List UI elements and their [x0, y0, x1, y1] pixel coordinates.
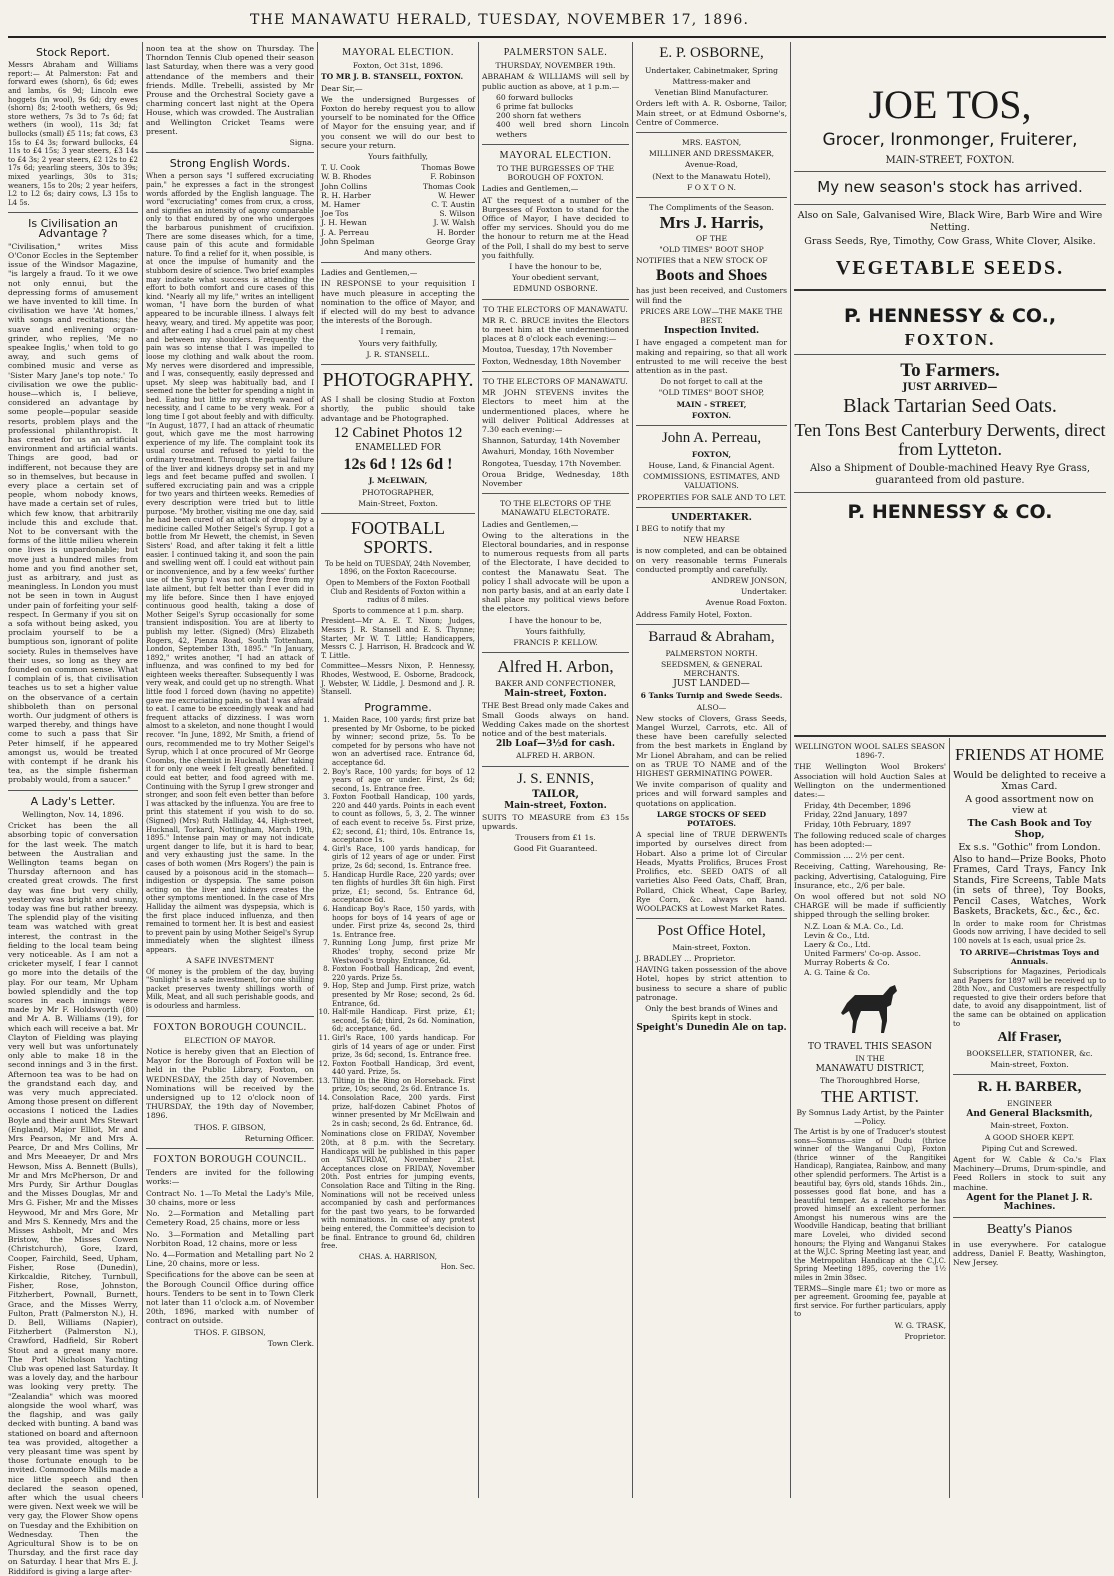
divider — [794, 171, 1106, 172]
beatty-pianos-name: Beatty's Pianos — [986, 1222, 1073, 1238]
palmerston-sale-body: ABRAHAM & WILLIAMS will sell by public auction as above, at 1 p.m.— — [482, 72, 629, 91]
osborne-trade: Undertaker, Cabinetmaker, Spring — [645, 65, 778, 75]
wool-sale-date: Friday, 4th December, 1896 — [804, 801, 911, 811]
joe-tos-name: JOE TOS, — [868, 82, 1032, 127]
programme-item: 6. Handicap Boy's Race, 150 yards, with hoops for boys of 14 years of age or under. First prize 4s, second 2s, third 1s. Entrance free. — [332, 905, 475, 939]
signatory: F. Robinson — [430, 172, 475, 182]
signatory: M. Hamer — [321, 200, 361, 210]
barraud-abraham-body-2: A special line of TRUE DERWENTs imported by ourselves direct from Hobart. Also a prime lot of Circular Heads, Myatts Prolifics, Bruces Frost Prolifics, etc. SEED OATS of all varieties Also Feed Oats, Chaff, Bran, Pollard, Chick Wheat, Cape Barley, Rye Corn, &c. always on hand. WOOLPACKS at Lowest Market Rates. — [636, 830, 787, 913]
reply-body: IN RESPONSE to your requisition I have much pleasure in accepting the nomination to the office of Mayor, and if elected will do my best to advance the interests of the Borough. — [321, 279, 475, 326]
just-landed: JUST LANDED— — [673, 679, 750, 690]
divider — [794, 354, 1106, 355]
harris-boots: Boots and Shoes — [655, 266, 768, 284]
divider — [482, 144, 629, 145]
divider — [636, 918, 787, 919]
artist-district: MANAWATU DISTRICT, — [815, 1064, 925, 1075]
divider — [482, 766, 629, 767]
harris-shop: "OLD TIMES" BOOT SHOP — [659, 245, 764, 255]
photography-heading: PHOTOGRAPHY. — [322, 369, 474, 392]
ladys-letter-body: Cricket has been the all absorbing topic of conversation for the last week. The match between the Australian and Wellington teams began on Thursday afternoon and has created great crowds. The first day was fine but very chilly, yesterday was bright and sunny, today was fine but rather breezy. The splendid play of the visiting team was watched with great interest, the contrast in the fielding to the local team being very noticeable. As I am not a cricketer myself, I fear I cannot go more into the details of the play. For our team, Mr Upham bowled splendidly and the top scores in each innings were made by Mr F. Holdsworth (80) and Mr A. B. Williams (19), for which each will receive a bat. Mr Clayton of Fielding was playing very well but was unfortunately only able to make 18 in the second innings and 3 in the first. Afternoon tea was to be had on the grandstand each day, and was very much appreciated. Among those present on different occasions I noticed the Ladies Boyle and their aunt Mrs Stewart (England), Major Elliot, Mr and Mrs Pearson, Mr and Mrs A. Pearce, Dr and Mrs Collins, Mr and Mrs Meeaeyer, Dr and Mrs Hewson, Miss A. Bennett (Bulls), Mr and Mrs McPherson, Dr and Mrs Purdy, Sir Arthur Douglas and the Misses Douglas, Mr and Mrs G. Fisher, Mr and the Misses Heywood, Mr and Mrs Gore, Mr and Mrs S. Kennedy, Mrs and the Misses Ashbolt, Mr and Mrs Bristow, the Misses Cowen (Christchurch), Gore, Izard, Cooper, Fairchild, Seed, Upham, Fisher, Rose (Dunedin), Kirkcaldie, Ritchey, Turnbull, Fisher, Rose, Johnston, Fitzherbert, Pownall, Burnett, Grace, and the Misses Werry, Fulton, Pratt (Palmerston N.), H. D. Bell, Williams (Napier), Fitzherbert (Palmerston N.), Crawford, Hadfield, Sir Robert Stout and a great many more. The Port Nicholson Yachting Club was opened last Saturday. It was a lovely day, and the harbour was looking very pretty. The "Zealandia" which was moored alongside the wool wharf, was the flagship, and was gaily decked with bunting. A band was stationed on board and afternoon tea was provided, altogether a very pleasant time was spent by those fortunate enough to be invited. Commodore Mills made a nice little speech and then declared the season opened, after which the usual cheers were given. Next week we will be very gay, the Flower Show opens on Tuesday and the Exhibition on Wednesday. Then the Agricultural Show is to be on Thursday, and the first race day on Saturday. I hear that Mrs E. J. Riddiford is giving a large after- — [8, 821, 138, 1576]
wool-broker: N.Z. Loan & M.A. Co., Ld. — [804, 921, 904, 931]
stevens-place: Awahuri, Monday, 16th November — [482, 447, 614, 457]
stock-report-body: Messrs Abraham and Williams report:— At Palmerston: Fat and forward ewes (shorn), 6s 6d; ewes and lambs, 6s 9d; Lincoln ewe hoggets (in wool), 9s 6d; dry ewes (shorn) 8s; 2-tooth wethers, 6s 9d; store wethers, 7s 3d to 7s 6d; fat wethers (in wool), 11s 3d; fat bullocks (small) £5 11s; fat cows, £3 15s to £4 3s; forward bullocks, £4 11s to £4 15s; 3 year steers, £3 14s to £4 3s; 2 year steers, £2 12s to £2 17s 6d; yearling steers, 30s to 39s; mixed yearlings, 30s to 31s; weaners, 15s to 20s; 2 year heifers, L2 to L2 6s; dairy cows, L3 15s to L4 5s. — [8, 61, 138, 207]
artist-terms: TERMS—Single mare £1; two or more as per agreement. Grooming fee, payable at first service. For further particulars, apply to — [794, 1284, 946, 1319]
masthead — [0, 0, 1114, 40]
arbon-trade: BAKER AND CONFECTIONER, — [495, 679, 616, 689]
photographer-name: J. McELWAIN, — [368, 476, 428, 486]
ennis-name: J. S. ENNIS, — [516, 770, 595, 787]
wool-sale-dates — [794, 801, 946, 829]
wool-brokers — [794, 922, 946, 977]
ladys-letter-date: Wellington, Nov. 14, 1896. — [22, 809, 124, 819]
signatory: R. H. Harber — [321, 190, 371, 200]
artist-thoroughbred: The Thoroughbred Horse, — [819, 1076, 921, 1086]
signatory: H. Border — [436, 227, 475, 237]
post-office-hotel-address: Main-street, Foxton. — [672, 942, 751, 952]
signatory: J. H. Hewan — [321, 218, 367, 228]
ennis-trousers: Trousers from £1 1s. — [515, 833, 596, 843]
sale-lot: 6 prime fat bullocks — [496, 102, 574, 112]
masthead-rule — [8, 36, 1106, 38]
osborne-election-salutation: Ladies and Gentlemen,— — [482, 184, 579, 194]
sale-lot-list — [482, 93, 629, 139]
divider — [636, 197, 787, 198]
friends-at-home-heading: FRIENDS AT HOME — [955, 745, 1104, 764]
column-6-lower-right — [953, 740, 1106, 1498]
column-6-lower-left — [794, 740, 946, 1498]
council-tenders-title: Town Clerk. — [267, 1338, 314, 1348]
column-2 — [146, 42, 314, 1498]
osborne-election-yours: Your obedient servant, — [511, 273, 600, 283]
section-rule — [794, 735, 1106, 737]
wool-broker: United Farmers' Co-op. Assoc. — [804, 949, 921, 959]
osborne-trade-3: Venetian Blind Manufacturer. — [654, 88, 769, 98]
signatory-list — [321, 163, 475, 246]
signatory: T. U. Cook — [321, 163, 360, 173]
programme-secretary: Hon. Sec. — [440, 1263, 475, 1272]
osborne-trade-2: Mattress-maker and — [672, 76, 751, 86]
harris-compliments: The Compliments of the Season. — [649, 202, 774, 212]
divider — [8, 212, 138, 213]
harris-inspection: Inspection Invited. — [663, 326, 760, 337]
perreau-name: John A. Perreau, — [661, 430, 762, 447]
perreau-town: FOXTON, — [691, 449, 732, 459]
harris-prices: PRICES ARE LOW—THE MAKE THE BEST. — [640, 306, 783, 326]
seed-oats: Black Tartarian Seed Oats. — [843, 394, 1057, 417]
council-election-body: Notice is hereby given that an Election of Mayor for the Borough of Foxton will be held in the Public Library, Foxton, on WEDNESDAY, the 25th day of November. Nominations will be received by the undersigned up to 12 o'clock noon of THURSDAY, the 19th day of November, 1896. — [146, 1047, 314, 1121]
osborne-election-honour: I have the honour to be, — [509, 262, 602, 272]
civilisation-body: "Civilisation," writes Miss O'Conor Eccles in the September issue of the Windsor Magazine, "is largely a fraud. To it we owe not only ennui, but the depressing forms of amusement we have invented to kill time. In civilisation we have 'At homes,' with songs and recitations; the suave and enlivening organ-grinder, who replies, 'Me no speakee Inglis,' when told to go away, and such gems of combined music and verse as 'Sister Mary Jane's top note.' To civilisation we owe the public-house—which is, I believe, considered an advantage by some people—popular seaside resorts, problem plays and the professional philanthropist. It has created for us an artificial environment and artificial wants. Things are good, bad or indifferent, not because they are so in themselves, but because in every place a certain set of people, whom nobody knows, have made a certain set of rules, which few know, that arbitrarily include this and exclude that. Not to be conversant with the forms of the little milieu wherein one lives is unpardonable; but move just a hundred miles from home and you find another set, just as arbitrary, and just as meaningless. In London you must not be seen in town in August under pain of forfeiting your self-respect. In Germany if you sit on a sofa without being asked, you proclaim yourself to be a bumptious son, ignorant of polite society. Rules in themselves have their uses, so long as they are founded on common sense. What I complain of is, that civilisation teaches us to set a higher value on the observance of a certain shibboleth than on personal worth. Our judgment of others is warped thereby, and things have come to such a pass that Sir Peter himself, if he appeared amongst us, would be treated with contempt if he drank his tea, as the simple fisherman probably would, from a saucer." — [8, 241, 138, 785]
divider — [636, 507, 787, 508]
council-tender-item: Contract No. 1—To Metal the Lady's Mile, 30 chains, more or less — [146, 1188, 314, 1207]
wool-broker: Murray Roberts & Co. — [804, 958, 890, 968]
council-tenders-signature: THOS. F. GIBSON, — [194, 1327, 266, 1337]
artist-name: THE ARTIST. — [821, 1086, 919, 1106]
fraser-name: Alf Fraser, — [997, 1030, 1062, 1046]
fraser-address: Main-street, Foxton. — [990, 1060, 1069, 1070]
divider — [636, 425, 787, 426]
easton-address: Avenue-Road, — [685, 160, 738, 170]
easton-address-2: (Next to the Manawatu Hotel), — [652, 171, 771, 181]
wool-sales-heading: WELLINGTON WOOL SALES SEASON 1896-7. — [794, 742, 946, 761]
harris-name: Mrs J. Harris, — [659, 213, 764, 233]
divider — [953, 1074, 1106, 1075]
mayoral-election-yours: Yours faithfully, — [368, 152, 428, 162]
reply-yours: Yours very faithfully, — [358, 338, 438, 348]
osborne-orders: Orders left with A. R. Osborne, Tailor, Main street, or at Edmund Osborne's, Centre of Commerce. — [636, 99, 787, 127]
signatory: John Collins — [321, 181, 368, 191]
fraser-trade: BOOKSELLER, STATIONER, &c. — [966, 1048, 1093, 1058]
arbon-name: Alfred H. Arbon, — [497, 657, 614, 677]
reply-remain: I remain, — [380, 327, 416, 337]
ennis-fit: Good Fit Guaranteed. — [513, 844, 598, 854]
signatory: J. A. Perreau — [321, 227, 370, 237]
programme-notes: Nominations close on FRIDAY, November 20th, at 8 p.m. with the Secretary. Handicaps will be published in this paper on SATURDAY, November 21st. Acceptances close on FRIDAY, November 20th. Post entries for jumping events, Consolation Race and Tilting in the Ring. Nominations will not be received unless accompanied by cash and performances for the past two years, to be forwarded with nominations. In case of any protest being entered, the Committee's decision to be final. Entrance to ground 6d, children free. — [321, 1130, 475, 1251]
undertaker-title: Undertaker. — [740, 587, 787, 597]
barraud-abraham-trade: SEEDSMEN, & GENERAL MERCHANTS. — [660, 659, 763, 679]
ladys-letter-continued: noon tea at the show on Thursday. The Thorndon Tennis Club opened their season last Saturday, when there was a very good attendance of the members and their friends. Mdlle. Trebelli, assisted by Mr Prouse and the Orchestral Society gave a charming concert last night at the Opera House, which was crowded. The Australian and Wellington Cricket Teams were present. — [146, 44, 314, 136]
signatory: W. B. Rhodes — [321, 172, 372, 182]
signatory: Joe Tos — [321, 209, 349, 219]
cash-book-shop: The Cash Book and Toy Shop, — [967, 817, 1092, 840]
perreau-agent: House, Land, & Financial Agent. — [648, 461, 775, 471]
post-office-hotel-proprietor: J. BRADLEY ... Proprietor. — [636, 954, 736, 964]
column-5 — [636, 42, 787, 1498]
signatory: Thomas Bowe — [421, 163, 475, 173]
kellow-honour: I have the honour to be, — [509, 615, 602, 625]
column-rule — [142, 42, 143, 1498]
programme-heading: Programme. — [364, 700, 432, 714]
undertaker-body-2: is now completed, and can be obtained on very reasonable terms Funerals conducted promptly and carefully. — [636, 546, 787, 574]
stevens-body: MR JOHN STEVENS invites the Electors to meet him at the undermentioned places, where he will deliver Political Addresses at 7.30 each evening:— — [482, 388, 629, 434]
wool-rates: The following reduced scale of charges has been adopted:— — [794, 830, 946, 850]
column-rule — [949, 738, 950, 1498]
perreau-properties: PROPERTIES FOR SALE AND TO LET. — [636, 492, 787, 502]
programme-item: 2. Boy's Race, 100 yards; for boys of 12 years of age or under. First, 2s 6d; second, 1s. Entrance free. — [332, 768, 475, 794]
undertaker-body: I BEG to notify that my — [636, 524, 725, 534]
divider — [321, 364, 475, 365]
photo-price: 12s 6d ! 12s 6d ! — [343, 455, 453, 473]
council-tender-item: No. 4—Formation and Metalling part No 2 Line, 20 chains, more or less. — [146, 1249, 314, 1269]
sale-lot: 60 forward bullocks — [496, 92, 573, 102]
undertaker-hearse: NEW HEARSE — [683, 535, 740, 545]
photography-body: AS I shall be closing Studio at Foxton shortly, the public should take advantage and be Photographed. — [321, 395, 475, 423]
wool-note: On wool offered but not sold NO CHARGE will be made if sufficiently shipped through the selling broker. — [794, 892, 946, 920]
column-rule — [790, 42, 791, 1498]
programme-item: 10. Half-mile Handicap. First prize, £1; second, 5s 6d; third, 2s 6d. Nomination, 6d; acceptance, 6d. — [332, 1008, 475, 1034]
stevens-place: Shannon, Saturday, 14th November — [482, 436, 620, 446]
column-4 — [482, 42, 629, 1498]
council-election-title: Returning Officer. — [244, 1133, 314, 1143]
council-tenders-intro: Tenders are invited for the following works:— — [146, 1168, 314, 1187]
mayoral-election-salutation: Dear Sir,— — [321, 83, 363, 93]
divider — [482, 652, 629, 653]
signatory: S. Wilson — [439, 209, 475, 219]
civilisation-heading: Is Civilisation an Advantage ? — [28, 217, 118, 240]
programme-item: 13. Tilting in the Ring on Horseback. First prize, 10s; second, 2s 6d. Entrance 1s. — [332, 1077, 475, 1094]
football-when: To be held on TUESDAY, 24th November, 1896, on the Foxton Racecourse. — [325, 559, 471, 577]
barber-trade: ENGINEER — [1007, 1099, 1052, 1109]
wool-sale-date: Friday, 10th February, 1897 — [804, 819, 912, 829]
undertaker-address-2: Address Family Hotel, Foxton. — [636, 609, 753, 619]
joe-tos-body: Also on Sale, Galvanised Wire, Black Wire, Barb Wire and Wire Netting. — [797, 209, 1103, 233]
barber-agent: Agent for W. Cable & Co.'s Flax Machinery—Drums, Drum-spindle, and Feed Rollers in stock to suit any machine. — [953, 1155, 1106, 1192]
safe-investment-heading: A SAFE INVESTMENT — [186, 956, 274, 966]
football-open: Open to Members of the Foxton Football Club and Residents of Foxton within a radius of 8 miles. — [325, 579, 471, 605]
programme-item: 8. Foxton Football Handicap, 2nd event, 220 yards. Prize 5s. — [332, 965, 475, 982]
divider — [794, 492, 1106, 493]
ladys-letter-signature: Signa. — [289, 138, 314, 148]
friends-body: Would be delighted to receive a Xmas Card. — [953, 769, 1106, 792]
ennis-address: Main-street, Foxton. — [504, 800, 607, 811]
wool-sale-date: Friday, 22nd January, 1897 — [804, 810, 908, 820]
easton-town: F O X T O N. — [687, 182, 736, 192]
friends-to-hand: Also to hand—Prize Books, Photo Frames, Card Trays, Fancy Ink Stands, Fire Screens, Table Mats (in sets of three), Toy Books, Pencil Cases, Watches, Work Baskets, Brackets, &c., &c., &c. — [953, 854, 1106, 918]
reply-salutation: Ladies and Gentlemen,— — [321, 268, 418, 278]
ennis-body: SUITS TO MEASURE from £3 15s upwards. — [482, 812, 629, 831]
signatory: George Gray — [425, 236, 475, 246]
programme-item: 12. Foxton Football Handicap, 3rd event, 440 yard. Prize, 5s. — [332, 1060, 475, 1077]
football-officers: President—Mr A. E. T. Nixon; Judges, Messrs J. R. Stansell and E. S. Thynne; Starter, Mr W. T. Little; Handicappers, Messrs C. J. Harrison, H. Bradcock and W. T. Little. — [321, 617, 475, 660]
divider — [482, 371, 629, 372]
programme-item: 4. Girl's Race, 100 yards handicap, for girls of 12 years of age or under. First prize, 2s 6d; second, 1s. Entrance free. — [332, 845, 475, 871]
hennessy-signature: P. HENNESSY & CO. — [847, 500, 1053, 523]
artist-signature: W. G. TRASK, — [894, 1321, 946, 1330]
sale-lot: 200 shorn fat wethers — [496, 111, 581, 121]
easton-name: MRS. EASTON, — [681, 137, 742, 147]
ennis-trade: TAILOR, — [532, 789, 579, 801]
kellow-salutation: Ladies and Gentlemen,— — [482, 519, 579, 529]
signatory-more: And many others. — [364, 248, 432, 258]
council-election-subheading: ELECTION OF MAYOR. — [184, 1035, 276, 1045]
wool-broker: Levin & Co., Ltd. — [804, 930, 870, 940]
undertaker-heading: UNDERTAKER. — [671, 511, 752, 523]
arbon-signature: ALFRED H. ARBON. — [516, 751, 595, 761]
arbon-loaf: 2lb Loaf—3½d for cash. — [495, 739, 616, 750]
divider — [146, 1148, 314, 1149]
palmerston-sale-heading: PALMERSTON SALE. — [503, 47, 608, 58]
mayoral-election-body: We the undersigned Burgesses of Foxton do hereby request you to allow yourself to be nominated for the Office of Mayor for the ensuing year, and if you consent we will do our best to secure your return. — [321, 94, 475, 150]
barraud-abraham-name: Barraud & Abraham, — [648, 628, 775, 645]
osborne-election-heading: MAYORAL ELECTION. — [499, 149, 612, 161]
turnip-seeds: 6 Tanks Turnip and Swede Seeds. — [640, 691, 783, 701]
wool-sales-body: THE Wellington Wool Brokers' Association will hold Auction Sales at Wellington on the undermentioned dates:— — [794, 762, 946, 800]
wool-receiving: Receiving, Catting, Warehousing, Re-packing, Advertising, Cataloguing, Fire Insurance, etc., 2/6 per bale. — [794, 862, 946, 890]
barber-piping: Piping Cut and Screwed. — [981, 1143, 1078, 1153]
artist-proprietor: Proprietor. — [904, 1332, 946, 1342]
undertaker-signature: ANDREW JONSON, — [711, 576, 787, 586]
programme-item: 9. Hop, Step and Jump. First prize, watch presented by Mr Rose; second, 2s 6d. Entrance, 6d. — [332, 982, 475, 1008]
beatty-pianos-body: in use everywhere. For catalogue address, Daniel F. Beatty, Washington, New Jersey. — [953, 1239, 1106, 1268]
strong-words-body: When a person says "I suffered excruciating pain," he expresses a fact in the strongest words afforded by the English language. The word "excruciating" comes from crux, a cross, and signifies an intensity of agony comparable only to that endured by one who undergoes the barbarous punishment of crucifixion. There are some diseases which, for a time, cause pain of this acute and formidable nature. To find a relief for it, when possible, is at once the impulse of humanity and the stubborn desire of science. Two brief examples may indicate what success is attending the effort to both comfort and cure cases of this kind. "Nearly all my life," writes an intelligent woman, "I have born the burden of what appeared to be incurable illness. I always felt heavy, weary, and tired. My appetite was poor, and after eating I had a cruel pain at my chest and between my shoulders. Frequently the pain was so intense that I was impelled to loose my clothing and walk about the room. My nerves were disordered and impressible, and I was, consequently, easily depressed and upset. My sleep was habitually bad, and I seemed none the better for spending a night in bed. Eating but little my strength waned of necessity, and I came to be very weak. For a long time I got about feebly and with difficulty. "In August, 1877, I had an attack of rheumatic gout, which gave me the most harrowing experience of my life. The complaint took its usual course and refused to yield to the ordinary treatment. Through the partial failure of the liver and kidneys dropsy set in and my legs and feet became puffed and swollen. I suffered excruciating pain and was a cripple for two years and thirteen weeks. Remedies of every description were tried but to little purpose. "My brother, visiting me one day, said he had been cured of an attack of dropsy by a medicine called Mother Seigel's Syrup. I got a bottle from Mr Hewett, the chemist, in Seven Sisters' Road, and after taking it felt a little easier. I continued taking it, and soon the pain and swelling went off. I could eat without pain or inconvenience, and by a few weeks' further use of the Syrup I was not only free from my late ailment, but felt better than I ever did in my life before. Since then I have enjoyed continuous good health, taking a dose of Mother Seigel's Syrup occasionally for some transient indisposition. You are at liberty to publish my letter. (Signed) (Mrs) Elizabeth Rogers, 42, Pienza Road, South Tottenham, London, September 13th, 1895." "In January, 1892," writes another, "I had an attack of influenza, and was confined to my bed for eighteen weeks thereafter. Subsequently I was very weak, and could get up no strength. What little food I forced down (having no appetite) gave me excruciating pain, so that I was afraid to eat. I came to be exceedingly weak and had frequent attacks of dizziness. I was worn almost to a skeleton, and none thought I would recover. "In June, 1892, Mr Smith, a friend of ours, recommended me to try Mother Seigel's Syrup, which I at once procured of Mr George Coombs, the chemist in Hucknall. After taking it for only one week I felt greatly benefited. I could eat better, and food agreed with me. Continuing with the Syrup I grew stronger and stronger, and soon felt even better than before I was attacked by the influenza. You are free to print this statement if you wish to do so. (Signed) (Mrs) Ruth Halliday, 44, High-street, Hucknall, Torkard, Nottingham, March 19th, 1895." Intense pain may or may not indicate urgent danger to life, but it is hard to bear, and very exhausting just the same. In the cases of both women (Mrs Rogers') the pain is caused by a poisonous acid in the stomach—indigestion or dyspepsia. The same poison acting on the liver and kidneys creates the other symptoms mentioned. In the case of Mrs Halliday the ailment was dyspepsia, which is the first place induced influenza, and then remained to torment her. It is best and easiest to prevent pain by using Mother Seigel's Syrup immediately when the slightest illness appears. — [146, 172, 314, 954]
planet-jr-agent: Agent for the Planet J. R. Machines. — [966, 1192, 1093, 1213]
enamelled-label: ENAMELLED FOR — [355, 443, 441, 454]
bruce-place: Moutoa, Tuesday, 17th November — [482, 345, 613, 355]
easton-trade: MILLINER AND DRESSMAKER, — [648, 149, 775, 159]
rye-grass: Also a Shipment of Double-machined Heavy Rye Grass, guaranteed from old pasture. — [809, 462, 1091, 486]
palmerston-sale-date: THURSDAY, NOVEMBER 19th. — [495, 61, 616, 71]
barber-shoer: A GOOD SHOER KEPT. — [984, 1132, 1075, 1142]
divider — [794, 204, 1106, 205]
kellow-signature: FRANCIS P. KELLOW. — [513, 637, 598, 647]
football-sports-heading: FOOTBALL SPORTS. — [351, 518, 445, 557]
mayoral-election-date: Foxton, Oct 31st, 1896. — [352, 61, 444, 71]
council-tender-item: No. 2—Formation and Metalling part Cemetery Road, 25 chains, more or less — [146, 1209, 314, 1228]
divider — [8, 790, 138, 791]
sale-lot: 400 well bred shorn Lincoln wethers — [496, 120, 629, 139]
osborne-name: E. P. OSBORNE, — [659, 45, 764, 61]
gothic-shipment: Ex s.s. "Gothic" from London. — [958, 841, 1101, 853]
harris-body: has just been received, and Customers will find the — [636, 286, 787, 305]
joe-tos-stock: My new season's stock has arrived. — [817, 178, 1083, 197]
stevens-heading: TO THE ELECTORS OF MANAWATU. — [483, 376, 628, 386]
harris-of: OF THE — [695, 234, 728, 244]
seed-potatoes-heading: LARGE STOCKS OF SEED POTATOES. — [656, 809, 767, 829]
hennessy-name: P. HENNESSY & CO., — [843, 304, 1057, 327]
strong-words-heading: Strong English Words. — [169, 157, 291, 171]
post-office-hotel-name: Post Office Hotel, — [657, 923, 766, 940]
council-tenders-body: Specifications for the above can be seen at the Borough Council Office during office hours. Tenders to be sent in to Town Clerk not later than 11 o'clock a.m. of November 20th, 1896, marked with number of contract on outside. — [146, 1270, 314, 1326]
reply-signature: J. R. STANSELL. — [366, 349, 430, 359]
column-rule — [317, 42, 318, 1498]
osborne-election-signature: EDMUND OSBORNE. — [513, 284, 598, 294]
bruce-place: Foxton, Wednesday, 18th November — [482, 356, 621, 366]
also-label: ALSO— — [696, 702, 727, 712]
column-rule — [478, 42, 479, 1498]
photographer-trade: PHOTOGRAPHER, — [362, 487, 434, 497]
artist-in: IN THE — [855, 1054, 885, 1064]
wool-commission: Commission .... 2½ per cent. — [794, 851, 905, 861]
friends-order: In order to make room for Christmas Goods now arriving, I have decided to sell 100 novels at 1s each, usual price 2s. — [953, 919, 1106, 946]
divider — [636, 132, 787, 133]
divider — [146, 1016, 314, 1017]
stevens-place: Oroua Bridge, Wednesday, 18th November — [482, 469, 629, 488]
canterbury-derwents: Ten Tons Best Canterbury Derwents, direct from Lytteton. — [794, 419, 1106, 459]
barber-address: Main-street, Foxton. — [990, 1121, 1069, 1131]
divider — [482, 493, 629, 494]
vegetable-seeds: VEGETABLE SEEDS. — [835, 256, 1065, 279]
ladys-letter-heading: A Lady's Letter. — [30, 794, 116, 808]
programme-signature: CHAS. A. HARRISON, — [359, 1252, 437, 1261]
kellow-yours: Yours faithfully, — [525, 626, 586, 636]
column-3 — [321, 42, 475, 1498]
newspaper-title: THE MANAWATU HERALD, TUESDAY, NOVEMBER 17, 1896. — [250, 12, 750, 28]
council-election-heading: FOXTON BOROUGH COUNCIL. — [153, 1021, 307, 1033]
mayoral-election-heading: MAYORAL ELECTION. — [342, 47, 454, 58]
undertaker-address: Avenue Road Foxton. — [705, 598, 787, 608]
column-rule — [632, 42, 633, 1498]
barraud-abraham-invite: We invite comparison of quality and prices and will forward samples and quotations on application. — [636, 780, 787, 808]
bruce-heading: TO THE ELECTORS OF MANAWATU. — [483, 304, 628, 314]
council-tenders-heading: FOXTON BOROUGH COUNCIL. — [153, 1154, 307, 1166]
just-arrived: JUST ARRIVED— — [902, 381, 998, 393]
programme-item: 11. Girl's Race, 100 yards handicap. For girls of 14 years of age or under. First prize, 3s 6d; second, 1s. Entrance free. — [332, 1034, 475, 1060]
divider — [482, 299, 629, 300]
football-committee: Committee—Messrs Nixon, P. Hennessy, Rhodes, Westwood, E. Osborne, Bradcock, J. Webster, W. Liddle, J. Desmond and J. R. Stansell. — [321, 662, 475, 697]
post-office-hotel-ale: Speight's Dunedin Ale on tap. — [636, 1023, 787, 1034]
osborne-election-body: AT the request of a number of the Burgesses of Foxton to stand for the Office of Mayor, I have decided to offer my services. Should you do me the honour to return me at the Head of the Poll, I shall do my best to serve you faithfully. — [482, 195, 629, 260]
photographer-address: Main-Street, Foxton. — [358, 498, 438, 508]
football-time: Sports to commence at 1 p.m. sharp. — [332, 606, 464, 615]
barber-trade-2: And General Blacksmith, — [966, 1109, 1093, 1120]
signatory: Thomas Cook — [422, 181, 475, 191]
signatory: John Spelman — [321, 236, 375, 246]
barraud-abraham-town: PALMERSTON NORTH. — [665, 648, 758, 658]
arbon-address: Main-street, Foxton. — [504, 689, 607, 700]
barraud-abraham-body: New stocks of Clovers, Grass Seeds, Mangel Wurzel, Carrots, etc. All of these have been carefully selected from the best markets in England by Mr Lionel Abraham, and can be relied on as TRUE TO NAME and of the HIGHEST GERMINATING POWER. — [636, 713, 787, 779]
post-office-hotel-body: HAVING taken possession of the above Hotel, hopes by strict attention to business to secure a share of public patronage. — [636, 965, 787, 1002]
stock-report-heading: Stock Report. — [36, 46, 110, 59]
signatory: J. W. Walsh — [433, 218, 475, 228]
joe-tos-address: MAIN-STREET, FOXTON. — [885, 154, 1015, 166]
signatory: C. T. Austin — [431, 200, 475, 210]
harris-call: Do not forget to call at the — [660, 377, 763, 387]
artist-pedigree: By Somnus Lady Artist, by the Painter—Policy. — [796, 1107, 944, 1126]
programme-item: 7. Running Long Jump, first prize Mr Rhodes' trophy, second prize Mr Westwood's trophy. Entrance, 6d. — [332, 939, 475, 965]
horse-icon — [835, 981, 905, 1039]
column-1 — [8, 42, 138, 1576]
divider — [321, 513, 475, 514]
programme-item: 14. Consolation Race, 200 yards. First prize, half-dozen Cabinet Photos of winner presented by Mr McElwain and 2s in cash; second, 2s 6d. Entrance, 6d. — [332, 1094, 475, 1128]
kellow-body: Owing to the alterations in the Electoral boundaries, and in response to numerous requests from all parts of the Electorate, I have decided to contest the Manawatu Seat. The policy I shall advocate will be upon a non party basis, and at an early date I shall place my political views before the electors. — [482, 530, 629, 614]
kellow-heading: TO THE ELECTORS OF THE MANAWATU ELECTORATE. — [499, 499, 612, 518]
to-farmers: To Farmers. — [900, 359, 1000, 381]
osborne-election-to: TO THE BURGESSES OF THE BOROUGH OF FOXTON. — [496, 164, 615, 183]
friends-subscriptions: Subscriptions for Magazines, Periodicals and Papers for 1897 will be received up to 28th Nov., and Customers are respectfully requested to give their orders before that date, to avoid any disappointment, list of the same can be obtained on application to — [953, 968, 1106, 1028]
divider — [636, 624, 787, 625]
harris-street: MAIN - STREET, — [676, 399, 747, 409]
harris-body-2: I have engaged a competent man for making and repairing, so that all work entrusted to me will receive the best attention as in the past. — [636, 338, 787, 376]
cabinet-photos-offer: 12 Cabinet Photos 12 — [333, 424, 463, 441]
divider — [146, 152, 314, 153]
arbon-body: THE Best Bread only made Cakes and Small Goods always on hand. Wedding Cakes made on the shortest notice and of the best materials. — [482, 701, 629, 739]
artist-body: The Artist is by one of Traducer's stoutest sons—Somnus—sire of Dudu (thrice winner of the Wanganui Cup), Foxton (thrice winner of the Rangitikei Handicap), Rangiatea, Rainbow, and many other splendid performers. The Artist is a beautiful bay, 6yrs old, stands 16hds. 2in., possesses good flat bone, and has a beautiful temper. As a racehorse he has proved himself an excellent performer. Amongst his numerous wins are the Woodville Handicap, beating that brilliant mare Lovelei, who divided second honours; the Flying and Wanganui Stakes at the W.J.C. Spring Meeting last year, and the Metropolitan Handicap at the C.J.C. Spring Meeting 1895, covering the 1½ miles in 2min 38sec. — [794, 1127, 946, 1283]
programme-item: 1. Maiden Race, 100 yards; first prize bat presented by Mr Osborne, to be picked by winner; second prize, 5s. To be competed for by persons who have not won an advertised race. Entrance 6d, acceptance 6d. — [332, 716, 475, 768]
programme-item: 3. Foxton Football Handicap, 100 yards, 220 and 440 yards. Points in each event to count as follows, 5, 3, 2. The winner of each event to receive 5s. First prize, £2; second, £1; third, 10s. Entrance 1s, acceptance 1s. — [332, 793, 475, 845]
bruce-body: MR R. C. BRUCE invites the Electors to meet him at the undermentioned places at 8 o'clock each evening:— — [482, 315, 629, 344]
divider — [321, 262, 475, 263]
artist-travel: TO TRAVEL THIS SEASON — [807, 1041, 933, 1052]
friends-arrive: TO ARRIVE—Christmas Toys and Annuals. — [959, 947, 1100, 966]
wool-broker: Laery & Co., Ltd. — [804, 940, 871, 950]
stevens-place: Rongotea, Tuesday, 17th November. — [482, 458, 622, 468]
barber-name: R. H. BARBER, — [977, 1079, 1082, 1096]
wool-broker: A. G. Taine & Co. — [804, 967, 870, 977]
council-election-signature: THOS. F. GIBSON, — [194, 1122, 266, 1132]
council-tender-item: No. 3—Formation and Metalling part Norbiton Road, 12 chains, more or less — [146, 1229, 314, 1248]
friends-body-2: A good assortment now on view at — [965, 793, 1094, 816]
post-office-hotel-wines: Only the best brands of Wines and Spirits kept in stock. — [645, 1004, 778, 1023]
signatory: W. Hewer — [437, 190, 475, 200]
divider — [953, 1217, 1106, 1218]
programme-list — [321, 716, 475, 1129]
joe-tos-trade: Grocer, Ironmonger, Fruiterer, — [822, 130, 1078, 150]
perreau-commissions: COMMISSIONS, ESTIMATES, AND VALUATIONS. — [643, 472, 780, 491]
column-6-upper — [794, 42, 1106, 682]
joe-tos-seeds: Grass Seeds, Rye, Timothy, Cow Grass, White Clover, Alsike. — [804, 235, 1096, 247]
mayoral-election-addressee: TO MR J. B. STANSELL, FOXTON. — [321, 72, 464, 82]
divider — [794, 289, 1106, 291]
programme-item: 5. Handicap Hurdle Race, 220 yards; over ten flights of hurdles 3ft 6in high. First prize, £1; second, 5s. Entrance 6d, acceptance 6d. — [332, 871, 475, 905]
hennessy-town: FOXTON. — [904, 329, 996, 349]
safe-investment-body: Of money is the problem of the day, buying "Sunlight" is a safe investment, for one shilling packet preserves twenty shillings worth of Milk, Meat, and all such perishable goods, and is odourless and harmless. — [146, 967, 314, 1011]
harris-notifies: NOTIFIES that a NEW STOCK OF — [636, 256, 768, 266]
harris-shop-2: "OLD TIMES" BOOT SHOP, — [658, 388, 765, 398]
harris-town: FOXTON. — [691, 410, 732, 420]
